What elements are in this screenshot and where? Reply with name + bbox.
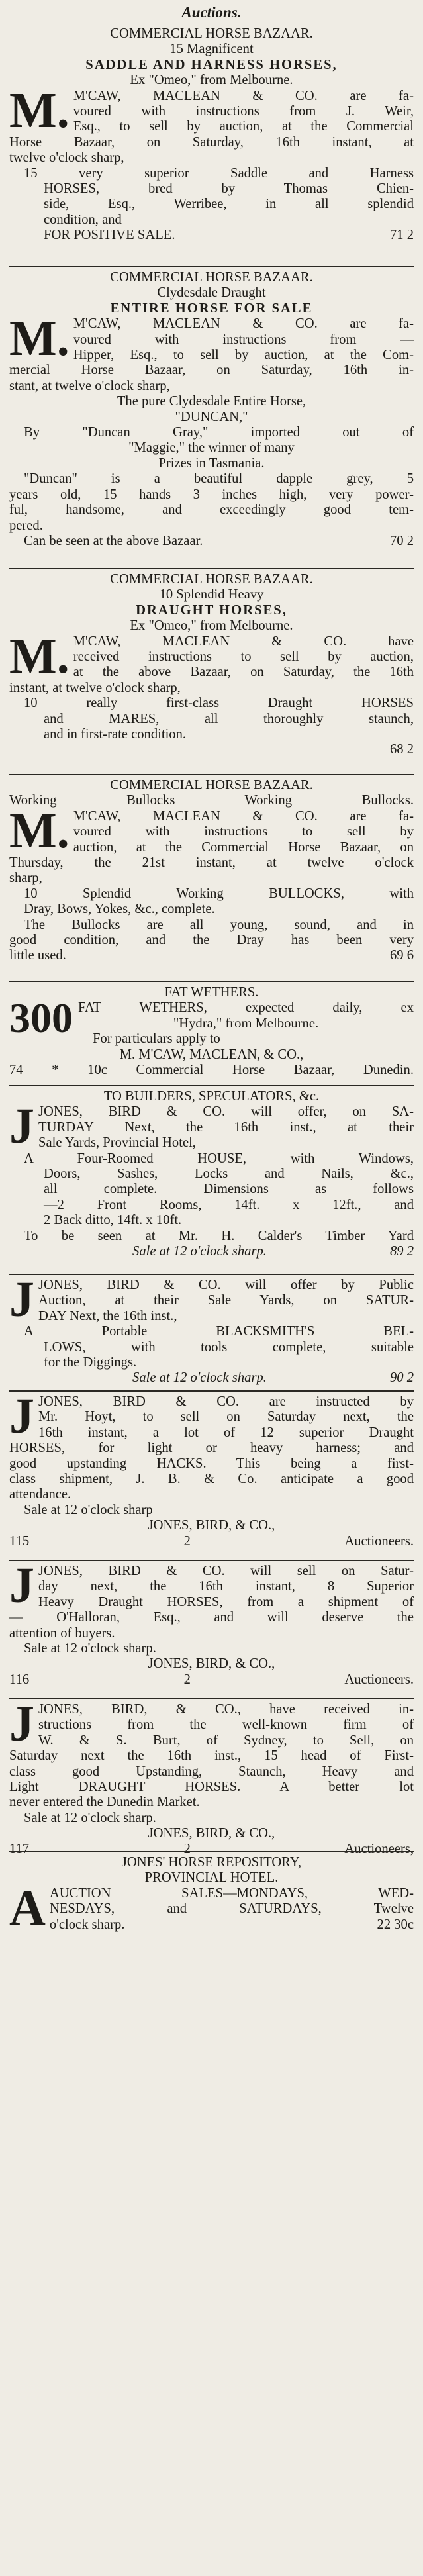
advert-reference: 70 2 <box>389 533 414 548</box>
advert-line <box>38 1409 414 1425</box>
advert-line <box>9 270 414 285</box>
drop-cap: 300 <box>9 994 73 1042</box>
advert-line <box>73 665 414 680</box>
advert-text: mercial Horse Bazaar, on Saturday, 16th in- <box>9 363 414 378</box>
advert-text: COMMERCIAL HORSE BAZAAR. <box>110 778 313 792</box>
advert-line <box>9 1870 414 1885</box>
advert-line <box>73 104 414 119</box>
advert-builders <box>9 1089 414 1259</box>
advert-line <box>38 1595 414 1610</box>
advert-text: FOR POSITIVE SALE. <box>44 228 175 243</box>
advert-text: W. & S. Burt, of Sydney, to Sell, on <box>38 1733 414 1748</box>
section-header: Auctions. <box>181 4 242 21</box>
advert-line <box>38 1278 414 1293</box>
advert-burt-horses <box>9 1702 414 1857</box>
advert-text: LOWS, with tools complete, suitable <box>44 1339 414 1355</box>
advert-text: TO BUILDERS, SPECULATORS, &c. <box>103 1089 320 1104</box>
advert-text: class shipment, J. B. & Co. anticipate a good <box>9 1472 414 1487</box>
advert-text: PROVINCIAL HOTEL. <box>144 1870 279 1885</box>
advert-line <box>9 918 414 933</box>
advert-line <box>9 1764 414 1780</box>
advert-line <box>9 1063 414 1078</box>
advert-text: twelve o'clock sharp, <box>9 150 124 166</box>
advert-text: HORSES, for light or heavy harness; and <box>9 1441 414 1456</box>
advert-line <box>9 1855 414 1870</box>
advert-text: A Four-Roomed HOUSE, with Windows, <box>24 1151 414 1166</box>
advert-text: HORSES, bred by Thomas Chien- <box>44 181 414 197</box>
advert-draught-horses <box>9 572 414 758</box>
advert-line <box>38 1425 414 1441</box>
advert-line <box>9 587 414 602</box>
advert-line <box>9 285 414 301</box>
advert-text: COMMERCIAL HORSE BAZAAR. <box>110 26 313 41</box>
advert-text: — O'Halloran, Esq., and will deserve the <box>9 1610 414 1625</box>
advert-text: Sale Yards, Provincial Hotel, <box>38 1135 196 1151</box>
advert-text: stant, at twelve o'clock sharp, <box>9 378 170 393</box>
advert-text: JONES, BIRD, & CO., <box>148 1518 275 1533</box>
advert-line <box>9 886 414 902</box>
advert-reference: 69 6 <box>389 948 414 963</box>
advert-line <box>9 1456 414 1472</box>
advert-line <box>9 871 414 886</box>
advert-text: A Portable BLACKSMITH'S BEL- <box>24 1324 414 1339</box>
advert-text: 2 Back ditto, 14ft. x 10ft. <box>44 1213 182 1228</box>
advert-text: auction, at the Commercial Horse Bazaar, on <box>73 839 414 855</box>
advert-line <box>9 471 414 487</box>
advert-text: Mr. Hoyt, to sell on Saturday next, the <box>38 1409 414 1425</box>
advert-text: M'CAW, MACLEAN & CO. are fa- <box>73 808 414 824</box>
advert-line <box>73 809 414 824</box>
advert-line <box>9 1472 414 1487</box>
advert-line <box>9 1340 414 1355</box>
advert-line <box>9 603 414 618</box>
advert-line <box>9 1229 414 1244</box>
drop-cap: M. <box>9 628 70 684</box>
advert-text: JONES, BIRD & CO. will offer by Public <box>38 1278 414 1292</box>
advert-text: M. M'CAW, MACLEAN, & CO., <box>119 1047 304 1062</box>
advert-text: "DUNCAN," <box>175 409 248 424</box>
advert-text: voured with instructions from — <box>73 332 414 347</box>
advert-line <box>9 518 414 534</box>
advert-line <box>9 440 414 455</box>
drop-cap: M. <box>9 802 70 859</box>
advert-text: COMMERCIAL HORSE BAZAAR. <box>110 572 313 587</box>
advert-line <box>38 1135 414 1151</box>
advert-text: Working Bullocks Working Bullocks. <box>9 793 414 808</box>
advert-saddle-harness-horses <box>9 26 414 244</box>
advert-line <box>73 840 414 855</box>
advert-line <box>9 1826 414 1841</box>
advert-line <box>9 181 414 197</box>
advert-text: Doors, Sashes, Locks and Nails, &c., <box>44 1167 414 1182</box>
advert-line <box>50 1901 414 1917</box>
advert-text: 16th instant, a lot of 12 superior Draught <box>38 1425 414 1440</box>
advert-text: Dray, Bows, Yokes, &c., complete. <box>24 902 215 917</box>
drop-cap: A <box>9 1880 46 1933</box>
advert-text: for the Diggings. <box>44 1355 137 1370</box>
advert-line <box>9 58 414 73</box>
advert-text: Hipper, Esq., to sell by auction, at the Com- <box>73 348 414 363</box>
advert-text: DRAUGHT HORSES, <box>136 602 287 618</box>
advert-line <box>9 502 414 518</box>
advert-text: Sale at 12 o'clock sharp. <box>132 1244 267 1259</box>
advert-text: Prizes in Tasmania. <box>158 455 265 471</box>
drop-cap: J <box>9 1564 34 1613</box>
advert-text: class good Upstanding, Staunch, Heavy and <box>9 1764 414 1779</box>
advert-text: SADDLE AND HARNESS HORSES, <box>85 57 338 72</box>
advert-text: JONES, BIRD, & CO., <box>148 1826 275 1841</box>
advert-line <box>9 456 414 471</box>
advert-line <box>78 1031 414 1047</box>
advert-text: 74 * 10c Commercial Horse Bazaar, Dunedin. <box>9 1063 414 1078</box>
advert-text: Horse Bazaar, on Saturday, 16th instant, at <box>9 134 414 150</box>
ad-divider <box>9 1698 414 1699</box>
ad-divider <box>9 774 414 775</box>
advert-line <box>9 1811 414 1826</box>
advert-line <box>9 150 414 166</box>
advert-line <box>9 1151 414 1167</box>
advert-line <box>9 902 414 917</box>
advert-line <box>9 26 414 42</box>
advert-text: structions from the well-known firm of <box>38 1717 414 1733</box>
advert-text: 15 very superior Saddle and Harness <box>24 166 414 181</box>
advert-text: FAT WETHERS. <box>164 985 259 1000</box>
advert-line <box>9 742 414 757</box>
advert-line <box>9 1089 414 1104</box>
advert-text: years old, 15 hands 3 inches high, very power- <box>9 487 414 502</box>
advert-line <box>73 119 414 134</box>
advert-line <box>9 1626 414 1641</box>
advert-line <box>9 487 414 502</box>
advert-line <box>9 1656 414 1672</box>
advert-text: side, Esq., Werribee, in all splendid <box>44 197 414 212</box>
ad-divider <box>9 1390 414 1392</box>
advert-text: attention of buyers. <box>9 1625 115 1641</box>
advert-line <box>73 348 414 363</box>
advert-line <box>9 572 414 587</box>
advert-text: "Duncan" is a beautiful dapple grey, 5 <box>24 471 414 487</box>
advert-text: By "Duncan Gray," imported out of <box>24 425 414 440</box>
advert-text: FAT WETHERS, expected daily, ex <box>78 1000 414 1016</box>
advert-text: never entered the Dunedin Market. <box>9 1795 200 1810</box>
advert-text: little used. <box>9 948 66 963</box>
advert-line <box>9 1487 414 1502</box>
advert-text: NESDAYS, and SATURDAYS, Twelve <box>49 1901 414 1917</box>
advert-line <box>9 696 414 711</box>
advert-entire-horse <box>9 270 414 549</box>
advert-text: The Bullocks are all young, sound, and in <box>24 917 414 932</box>
advert-line <box>9 948 414 963</box>
advert-line <box>9 1748 414 1764</box>
advert-line <box>38 1293 414 1308</box>
advert-line <box>9 1795 414 1810</box>
advert-line <box>38 1717 414 1733</box>
advert-text: voured with instructions to sell by <box>73 824 414 839</box>
advert-text: Esq., to sell by auction, at the Commercial <box>73 119 414 134</box>
advert-line <box>9 1672 414 1688</box>
advert-reference: 71 2 <box>389 228 414 243</box>
advert-line <box>9 394 414 409</box>
advert-ohalloran-horses <box>9 1564 414 1688</box>
advert-text: condition, and <box>44 212 122 227</box>
advert-line <box>9 425 414 440</box>
advert-text: DAY Next, the 16th inst., <box>38 1308 177 1323</box>
advert-text: JONES, BIRD & CO. will offer, on SA- <box>38 1104 414 1120</box>
advert-text: "Hydra," from Melbourne. <box>173 1016 319 1031</box>
advert-text: Sale at 12 o'clock sharp. <box>24 1810 156 1825</box>
advert-text: Sale at 12 o'clock sharp <box>24 1502 153 1517</box>
advert-line <box>9 1534 414 1549</box>
advert-text: Can be seen at the above Bazaar. <box>24 533 203 548</box>
advert-text: Heavy Draught HORSES, from a shipment of <box>38 1594 414 1609</box>
advert-horse-repository <box>9 1855 414 1932</box>
advert-line <box>73 649 414 665</box>
advert-line <box>9 1167 414 1182</box>
advert-text: TURDAY Next, the 16th inst., at their <box>38 1120 414 1135</box>
advert-line <box>9 778 414 793</box>
advert-text: ful, handsome, and exceedingly good tem- <box>9 502 414 518</box>
advert-line <box>9 534 414 549</box>
advert-line <box>9 855 414 871</box>
advert-line <box>9 712 414 727</box>
advert-line <box>9 681 414 696</box>
advert-text: 116 2 Auctioneers. <box>9 1672 414 1687</box>
advert-text: M'CAW, MACLEAN & CO. are fa- <box>73 88 414 103</box>
advert-line <box>78 1000 414 1016</box>
advert-text: Clydesdale Draught <box>157 285 266 301</box>
advert-line <box>9 793 414 808</box>
advert-line <box>38 1104 414 1120</box>
advert-text: pered. <box>9 518 43 533</box>
advert-text: AUCTION SALES—MONDAYS, WED- <box>49 1885 414 1901</box>
drop-cap: J <box>9 1098 34 1155</box>
advert-line <box>9 1324 414 1339</box>
advert-text: voured with instructions from J. Weir, <box>73 104 414 119</box>
advert-text: sharp, <box>9 871 42 886</box>
advert-line <box>9 1182 414 1197</box>
advert-text: Light DRAUGHT HORSES. A better lot <box>9 1780 414 1795</box>
advert-text: 10 Splendid Working BULLOCKS, with <box>24 886 414 901</box>
advert-line <box>9 135 414 150</box>
advert-line <box>38 1309 414 1324</box>
advert-line <box>9 363 414 378</box>
advert-line <box>73 89 414 104</box>
advert-text: For particulars apply to <box>93 1031 220 1047</box>
advert-text: COMMERCIAL HORSE BAZAAR. <box>110 270 313 285</box>
advert-line <box>9 1503 414 1518</box>
advert-line <box>9 1370 414 1386</box>
advert-text: To be seen at Mr. H. Calder's Timber Yard <box>24 1228 414 1243</box>
advert-line <box>9 73 414 88</box>
advert-text: JONES' HORSE REPOSITORY, <box>121 1855 302 1870</box>
advert-line <box>9 1355 414 1370</box>
advert-text: 117 2 Auctioneers, <box>9 1841 414 1856</box>
advert-text: M'CAW, MACLEAN & CO. are fa- <box>73 316 414 332</box>
advert-line <box>50 1886 414 1901</box>
drop-cap: J <box>9 1394 34 1444</box>
advert-line <box>9 1518 414 1533</box>
advert-text: instant, at twelve o'clock sharp, <box>9 680 181 695</box>
advert-line <box>9 228 414 243</box>
advert-text: at the above Bazaar, on Saturday, the 16th <box>73 665 414 680</box>
advert-working-bullocks <box>9 778 414 964</box>
advert-line <box>9 933 414 948</box>
advert-line <box>9 1441 414 1456</box>
advert-line <box>73 332 414 348</box>
advert-text: all complete. Dimensions as follows <box>44 1182 414 1197</box>
advert-line <box>73 824 414 839</box>
advert-text: 10 really first-class Draught HORSES <box>24 696 414 711</box>
advert-line <box>38 1733 414 1748</box>
advert-text: good condition, and the Dray has been very <box>9 933 414 948</box>
advert-line <box>38 1120 414 1135</box>
ad-divider <box>9 981 414 982</box>
advert-line <box>38 1564 414 1579</box>
advert-line <box>9 1780 414 1795</box>
advert-reference: 89 2 <box>389 1244 414 1259</box>
advert-draught-horses-hacks <box>9 1394 414 1549</box>
advert-text: JONES, BIRD & CO. are instructed by <box>38 1394 414 1409</box>
advert-text: Ex "Omeo," from Melbourne. <box>130 73 293 88</box>
advert-line <box>9 1213 414 1228</box>
advert-text: JONES, BIRD, & CO., have received in- <box>38 1702 414 1717</box>
advert-text: o'clock sharp. <box>49 1917 125 1932</box>
advert-text: JONES, BIRD & CO. will sell on Satur- <box>38 1564 414 1578</box>
advert-text: attendance. <box>9 1487 71 1502</box>
ad-divider <box>9 1560 414 1561</box>
advert-line <box>38 1579 414 1594</box>
advert-text: Auction, at their Sale Yards, on SATUR- <box>38 1293 414 1308</box>
drop-cap: M. <box>9 82 70 138</box>
ad-divider <box>9 1851 414 1852</box>
advert-line <box>9 42 414 57</box>
advert-text: Thursday, the 21st instant, at twelve o'clock <box>9 855 414 871</box>
advert-reference: 90 2 <box>389 1370 414 1386</box>
advert-line <box>9 1244 414 1259</box>
ad-divider <box>9 568 414 569</box>
advert-line <box>9 213 414 228</box>
drop-cap: M. <box>9 310 70 367</box>
advert-fat-wethers <box>9 985 414 1078</box>
advert-line <box>9 1641 414 1656</box>
advert-line <box>78 1016 414 1031</box>
advert-line <box>9 1198 414 1213</box>
advert-line <box>9 197 414 212</box>
advert-text: and in first-rate condition. <box>44 727 187 742</box>
advert-text: M'CAW, MACLEAN & CO. have <box>73 634 414 649</box>
advert-text: and MARES, all thoroughly staunch, <box>44 711 414 726</box>
advert-line <box>9 1610 414 1625</box>
advert-text: The pure Clydesdale Entire Horse, <box>117 394 306 409</box>
advert-text: good upstanding HACKS. This being a first- <box>9 1456 414 1471</box>
advert-line <box>50 1917 414 1932</box>
advert-text: —2 Front Rooms, 14ft. x 12ft., and <box>44 1197 414 1212</box>
advert-line <box>9 410 414 425</box>
advert-text: day next, the 16th instant, 8 Superior <box>38 1579 414 1594</box>
advert-text: ENTIRE HORSE FOR SALE <box>110 301 313 316</box>
advert-line <box>38 1702 414 1717</box>
advert-text: 15 Magnificent <box>169 42 254 57</box>
advert-line <box>9 301 414 316</box>
advert-line <box>9 727 414 742</box>
advert-blacksmiths-bellows <box>9 1278 414 1386</box>
advert-text: Sale at 12 o'clock sharp. <box>132 1370 267 1386</box>
advert-text: received instructions to sell by auction, <box>73 649 414 665</box>
advert-text: Saturday next the 16th inst., 15 head of First- <box>9 1748 414 1764</box>
ad-divider <box>9 266 414 267</box>
drop-cap: J <box>9 1702 34 1752</box>
advert-text: JONES, BIRD, & CO., <box>148 1656 275 1672</box>
ad-divider <box>9 1085 414 1086</box>
advert-text: Ex "Omeo," from Melbourne. <box>130 618 293 634</box>
advert-reference: 22 30c <box>377 1917 414 1932</box>
advert-line <box>73 634 414 649</box>
advert-line <box>38 1394 414 1409</box>
advert-text: "Maggie," the winner of many <box>128 440 295 455</box>
advert-line <box>9 379 414 394</box>
advert-text: 10 Splendid Heavy <box>159 587 264 602</box>
advert-text: Sale at 12 o'clock sharp. <box>24 1641 156 1656</box>
advert-line <box>9 1047 414 1063</box>
ad-divider <box>9 1274 414 1275</box>
advert-text: 115 2 Auctioneers. <box>9 1533 414 1549</box>
advert-line <box>73 316 414 332</box>
drop-cap: J <box>9 1278 34 1327</box>
advert-line <box>9 618 414 634</box>
advert-line <box>9 166 414 181</box>
advert-reference: 68 2 <box>389 742 414 757</box>
